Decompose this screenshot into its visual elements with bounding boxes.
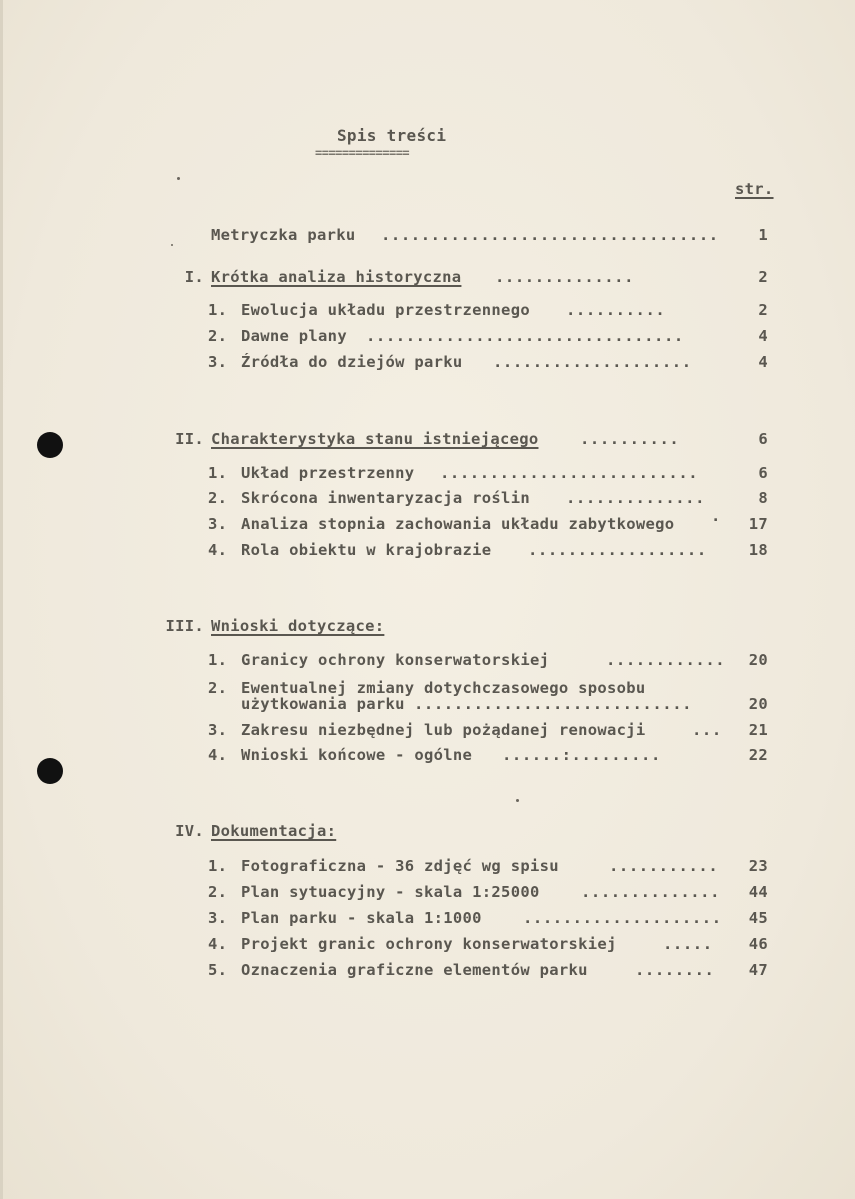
toc-entry-number: 4. <box>208 935 228 953</box>
toc-entry-dots: .................. <box>528 541 707 559</box>
toc-entry-label: Analiza stopnia zachowania układu zabytkowego <box>241 515 675 533</box>
toc-entry-label: Ewentualnej zmiany dotychczasowego sposobu <box>241 679 646 697</box>
toc-entry-page: 45 <box>748 909 768 927</box>
toc-entry-dots: ............................ <box>414 695 693 713</box>
toc-entry-number: 2. <box>208 489 228 507</box>
toc-entry-label: Układ przestrzenny <box>241 464 415 482</box>
toc-entry-page: 20 <box>748 651 768 669</box>
toc-entry-dots: .............. <box>566 489 706 507</box>
toc-entry-label: Plan sytuacyjny - skala 1:25000 <box>241 883 540 901</box>
toc-entry-dots: .................... <box>493 353 692 371</box>
toc-section-title: Dokumentacja: <box>211 822 337 840</box>
toc-entry-number: 2. <box>208 883 228 901</box>
toc-section-number: III. <box>165 617 204 635</box>
toc-entry-label: Granicy ochrony konserwatorskiej <box>241 651 550 669</box>
punch-hole <box>37 432 63 458</box>
toc-entry-number: 1. <box>208 857 228 875</box>
toc-entry-dots: .................................. <box>381 226 719 244</box>
toc-section-title: Krótka analiza historyczna <box>211 268 462 286</box>
toc-entry-dots: ..... <box>663 935 713 953</box>
punch-hole <box>37 758 63 784</box>
toc-entry-number: 1. <box>208 651 228 669</box>
toc-entry-number: 4. <box>208 746 228 764</box>
toc-entry-number: 1. <box>208 301 228 319</box>
toc-entry-label: Ewolucja układu przestrzennego <box>241 301 530 319</box>
toc-entry-label: Skrócona inwentaryzacja roślin <box>241 489 530 507</box>
toc-entry-dots: ......:......... <box>502 746 661 764</box>
toc-entry-page: 18 <box>748 541 768 559</box>
title-underline: ============== <box>315 146 410 160</box>
toc-entry-page: 46 <box>748 935 768 953</box>
page-title: Spis treści <box>337 126 447 145</box>
toc-entry-dots: ........ <box>635 961 715 979</box>
toc-entry-page: 20 <box>748 695 768 713</box>
paper-speck <box>177 177 180 180</box>
toc-entry-dots: .......... <box>566 301 666 319</box>
toc-entry-page: 44 <box>748 883 768 901</box>
toc-entry-page: 6 <box>758 464 768 482</box>
toc-entry-page: 2 <box>758 301 768 319</box>
toc-entry-label: Wnioski końcowe - ogólne <box>241 746 473 764</box>
toc-entry-dots: · <box>711 511 721 529</box>
toc-section-number: IV. <box>175 822 204 840</box>
toc-entry-label: Źródła do dziejów parku <box>241 353 463 371</box>
toc-entry-page: 21 <box>748 721 768 739</box>
toc-entry-number: 5. <box>208 961 228 979</box>
toc-entry-dots: .............. <box>495 268 635 286</box>
toc-entry-label: Oznaczenia graficzne elementów parku <box>241 961 588 979</box>
toc-section-number: II. <box>175 430 204 448</box>
toc-entry-page: 8 <box>758 489 768 507</box>
toc-entry-number: 2. <box>208 327 228 345</box>
toc-entry-dots: ................................ <box>366 327 684 345</box>
toc-entry-page: 17 <box>748 515 768 533</box>
toc-entry-number: 3. <box>208 721 228 739</box>
toc-entry-dots: .......................... <box>440 464 699 482</box>
toc-entry-page: 23 <box>748 857 768 875</box>
toc-entry-label: Metryczka parku <box>211 226 356 244</box>
toc-entry-page: 4 <box>758 327 768 345</box>
paper-speck <box>516 799 519 802</box>
toc-entry-label: Fotograficzna - 36 zdjęć wg spisu <box>241 857 559 875</box>
toc-entry-dots: .............. <box>581 883 721 901</box>
toc-entry-number: 1. <box>208 464 228 482</box>
toc-section-title: Charakterystyka stanu istniejącego <box>211 430 539 448</box>
toc-entry-page: 1 <box>758 226 768 244</box>
toc-entry-number: 3. <box>208 353 228 371</box>
toc-entry-page: 4 <box>758 353 768 371</box>
toc-entry-label: Projekt granic ochrony konserwatorskiej <box>241 935 617 953</box>
toc-entry-dots: ............ <box>606 651 726 669</box>
paper-speck <box>171 244 173 246</box>
toc-section-title: Wnioski dotyczące: <box>211 617 385 635</box>
toc-entry-number: 3. <box>208 909 228 927</box>
page-column-label: str. <box>735 180 774 198</box>
toc-entry-dots: ........... <box>609 857 719 875</box>
toc-entry-label: użytkowania parku <box>241 695 405 713</box>
toc-entry-number: 4. <box>208 541 228 559</box>
toc-entry-page: 47 <box>748 961 768 979</box>
toc-entry-dots: ... <box>692 721 722 739</box>
toc-entry-label: Rola obiektu w krajobrazie <box>241 541 492 559</box>
toc-entry-label: Zakresu niezbędnej lub pożądanej renowacji <box>241 721 646 739</box>
toc-entry-page: 2 <box>758 268 768 286</box>
toc-entry-number: 2. <box>208 679 228 697</box>
page-edge <box>0 0 3 1199</box>
toc-entry-page: 6 <box>758 430 768 448</box>
toc-entry-dots: .......... <box>580 430 680 448</box>
toc-entry-number: 3. <box>208 515 228 533</box>
toc-entry-page: 22 <box>748 746 768 764</box>
toc-entry-label: Dawne plany <box>241 327 347 345</box>
toc-section-number: I. <box>184 268 204 286</box>
toc-entry-dots: .................... <box>523 909 722 927</box>
toc-entry-label: Plan parku - skala 1:1000 <box>241 909 482 927</box>
